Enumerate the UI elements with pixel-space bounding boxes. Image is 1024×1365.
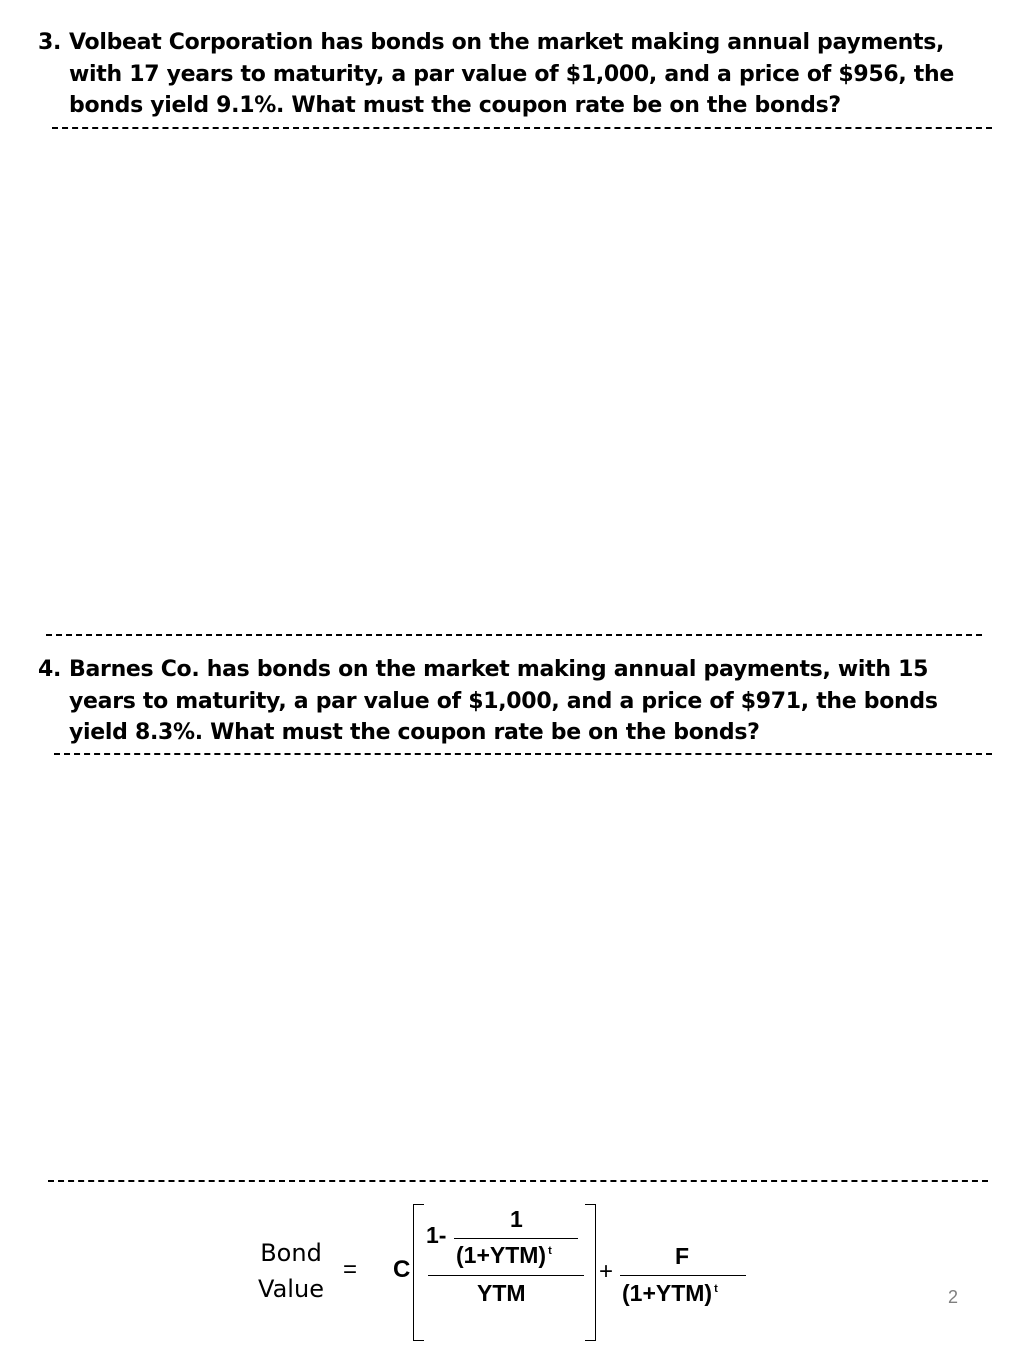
outer-denominator: YTM: [477, 1280, 526, 1306]
answer-area-divider-bottom: [46, 634, 982, 636]
left-bracket: [413, 1204, 424, 1341]
page-number: 2: [948, 1287, 959, 1307]
question-text: Volbeat Corporation has bonds on the market making annual payments, with 17 years to maturity, a par value of $1,000, and a price of $956, the bonds yield 9.1%. What must the coupon rate be on the bonds?: [69, 30, 954, 118]
inner-denominator: [456, 1242, 552, 1269]
answer-area-divider-top: [54, 753, 992, 755]
inner-exponent: t: [548, 1245, 552, 1258]
inner-denominator-base: (1+YTM): [456, 1242, 547, 1268]
equals-sign: =: [343, 1256, 358, 1283]
face-value: F: [675, 1243, 690, 1269]
right-bracket: [585, 1204, 596, 1341]
one-minus: 1-: [426, 1222, 447, 1248]
question-4: [38, 654, 988, 749]
formula-label: [250, 1235, 332, 1307]
question-number: 4.: [38, 657, 62, 682]
answer-area-divider-top: [52, 127, 992, 129]
inner-fraction-line: [454, 1238, 578, 1239]
face-denominator-base: (1+YTM): [622, 1280, 713, 1306]
question-text: Barnes Co. has bonds on the market making annual payments, with 15 years to maturity, a par value of $1,000, and a price of $971, the bonds yield 8.3%. What must the coupon rate be on the bonds?: [69, 657, 938, 745]
question-3: [38, 27, 988, 122]
formula-label-bond: Bond: [260, 1239, 322, 1267]
outer-fraction-line: [428, 1275, 584, 1276]
plus-sign: +: [599, 1258, 614, 1285]
face-denominator: [622, 1280, 718, 1307]
answer-area-divider-bottom: [48, 1180, 988, 1182]
inner-numerator: 1: [510, 1206, 523, 1232]
face-fraction-line: [620, 1275, 746, 1276]
face-exponent: t: [714, 1283, 718, 1296]
coupon-variable: C: [393, 1256, 411, 1283]
formula-label-value: Value: [258, 1275, 324, 1303]
question-number: 3.: [38, 30, 62, 55]
